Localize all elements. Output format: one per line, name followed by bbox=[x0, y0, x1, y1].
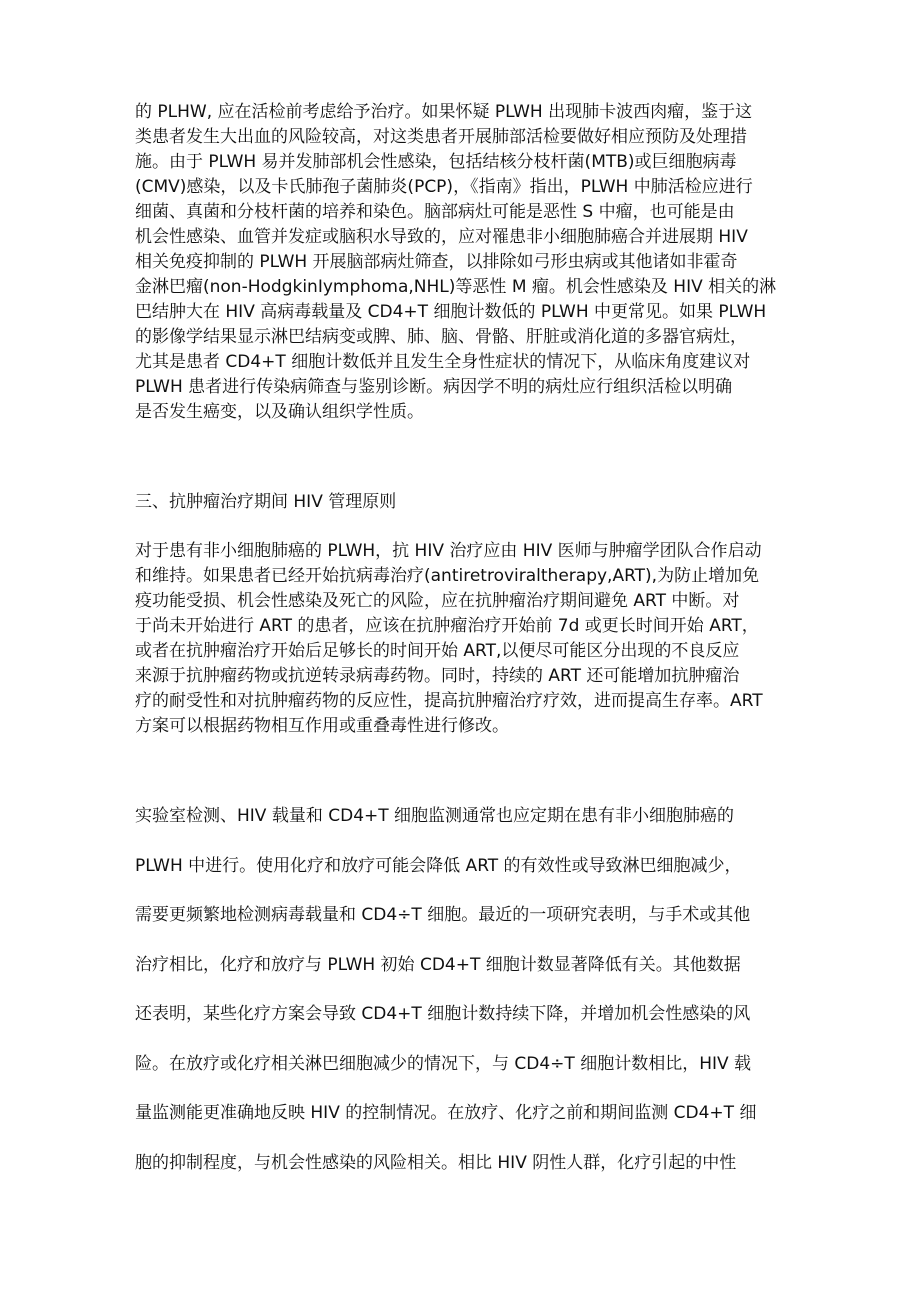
text-line: 对于患有非小细胞肺癌的 PLWH，抗 HIV 治疗应由 HIV 医师与肿瘤学团队合作启动 bbox=[135, 541, 762, 561]
text-line: 的影像学结果显示淋巴结病变或脾、肺、脑、骨骼、肝脏或消化道的多器官病灶， bbox=[135, 327, 747, 347]
text-line: 是否发生癌变，以及确认组织学性质。 bbox=[135, 402, 424, 422]
text-line: 还表明，某些化疗方案会导致 CD4+T 细胞计数持续下降，并增加机会性感染的风 bbox=[135, 1004, 751, 1024]
text-line: 或者在抗肿瘤治疗开始后足够长的时间开始 ART,以便尽可能区分出现的不良反应 bbox=[135, 641, 740, 661]
text-line: PLWH 患者进行传染病筛查与鉴别诊断。病因学不明的病灶应行组织活检以明确 bbox=[135, 377, 733, 397]
text-line: 机会性感染、血管并发症或脑积水导致的，应对罹患非小细胞肺癌合并进展期 HIV bbox=[135, 227, 748, 247]
text-line: 险。在放疗或化疗相关淋巴细胞减少的情况下，与 CD4÷T 细胞计数相比，HIV 载 bbox=[135, 1053, 752, 1074]
paragraph-biopsy-infection bbox=[135, 100, 795, 425]
text-line: 细菌、真菌和分枝杆菌的培养和染色。脑部病灶可能是恶性 S 中瘤，也可能是由 bbox=[135, 202, 735, 222]
text-line: 胞的抑制程度，与机会性感染的风险相关。相比 HIV 阴性人群，化疗引起的中性 bbox=[135, 1152, 737, 1173]
text-line: 需要更频繁地检测病毒载量和 CD4÷T 细胞。最近的一项研究表明，与手术或其他 bbox=[135, 905, 751, 925]
text-line: 治疗相比，化疗和放疗与 PLWH 初始 CD4+T 细胞计数显著降低有关。其他数据 bbox=[135, 954, 741, 975]
text-line: 施。由于 PLWH 易并发肺部机会性感染，包括结核分枝杆菌(MTB)或巨细胞病毒 bbox=[135, 152, 737, 172]
text-line: (CMV)感染，以及卡氏肺孢子菌肺炎(PCP)，《指南》指出，PLWH 中肺活检应进行 bbox=[135, 177, 753, 197]
text-line: 疗的耐受性和对抗肿瘤药物的反应性，提高抗肿瘤治疗疗效，进而提高生存率。ART bbox=[135, 691, 763, 711]
text-line: PLWH 中进行。使用化疗和放疗可能会降低 ART 的有效性或导致淋巴细胞减少， bbox=[135, 855, 742, 876]
text-line: 于尚未开始进行 ART 的患者，应该在抗肿瘤治疗开始前 7d 或更长时间开始 ART， bbox=[135, 616, 759, 636]
text-line: 和维持。如果患者已经开始抗病毒治疗(antiretroviraltherapy,ART),为防止增加免 bbox=[135, 566, 760, 586]
text-line: 来源于抗肿瘤药物或抗逆转录病毒药物。同时，持续的 ART 还可能增加抗肿瘤治 bbox=[135, 666, 740, 686]
text-line: 相关免疫抑制的 PLWH 开展脑部病灶筛查，以排除如弓形虫病或其他诸如非霍奇 bbox=[135, 252, 738, 272]
paragraph-art-management bbox=[135, 539, 795, 739]
text-line: 实验室检测、HIV 载量和 CD4+T 细胞监测通常也应定期在患有非小细胞肺癌的 bbox=[135, 806, 735, 826]
section-heading-text: 三、抗肿瘤治疗期间 HIV 管理原则 bbox=[135, 492, 397, 512]
text-line: 金淋巴瘤(non-HodgkinIymphoma,NHL)等恶性 M 瘤。机会性感染及 HIV 相关的淋 bbox=[135, 277, 777, 297]
text-line: 量监测能更准确地反映 HIV 的控制情况。在放疗、化疗之前和期间监测 CD4+T 细 bbox=[135, 1103, 757, 1123]
text-line: 的 PLHW, 应在活检前考虑给予治疗。如果怀疑 PLWH 出现肺卡波西肉瘤，鉴于这 bbox=[135, 102, 753, 122]
text-line: 类患者发生大出血的风险较高，对这类患者开展肺部活检要做好相应预防及处理措 bbox=[135, 127, 747, 147]
text-line: 巴结肿大在 HIV 高病毒载量及 CD4+T 细胞计数低的 PLWH 中更常见。如果 PLWH bbox=[135, 302, 767, 322]
section-heading bbox=[135, 489, 795, 515]
paragraph-lab-monitoring bbox=[135, 792, 795, 1188]
text-line: 方案可以根据药物相互作用或重叠毒性进行修改。 bbox=[135, 716, 509, 736]
text-line: 疫功能受损、机会性感染及死亡的风险，应在抗肿瘤治疗期间避免 ART 中断。对 bbox=[135, 591, 740, 611]
text-line: 尤其是患者 CD4+T 细胞计数低并且发生全身性症状的情况下，从临床角度建议对 bbox=[135, 352, 751, 372]
